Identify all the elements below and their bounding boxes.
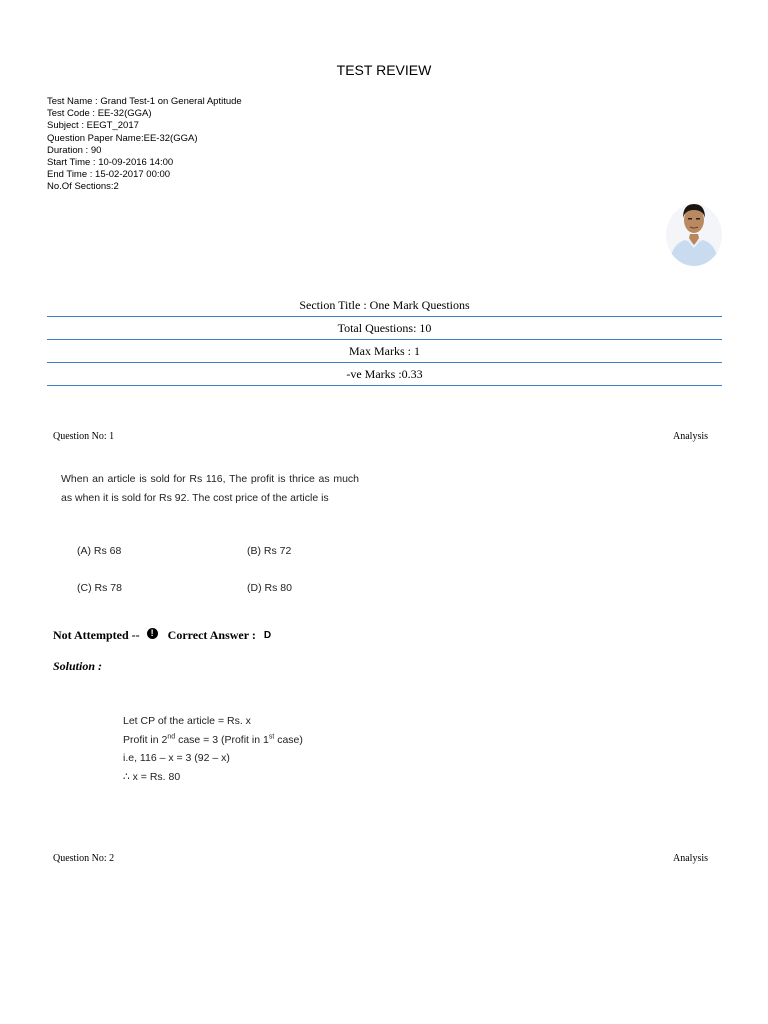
subject: Subject : EEGT_2017 (47, 120, 139, 132)
section-summary (47, 294, 722, 386)
test-code: Test Code : EE-32(GGA) (47, 108, 152, 120)
status-text: Not Attempted -- (53, 628, 140, 642)
max-marks: Max Marks : 1 (47, 340, 722, 363)
question-2-header (53, 853, 708, 864)
negative-marks: -ve Marks :0.33 (47, 363, 722, 386)
start-time: Start Time : 10-09-2016 14:00 (47, 157, 174, 169)
end-time: End Time : 15-02-2017 00:00 (47, 169, 171, 181)
solution-line-1: Let CP of the article = Rs. x (123, 715, 251, 727)
option-c: (C) Rs 78 (77, 582, 122, 594)
paper-name: Question Paper Name:EE-32(GGA) (47, 132, 198, 144)
correct-answer-value: D (263, 630, 272, 641)
duration: Duration : 90 (47, 144, 102, 156)
solution-body (123, 712, 303, 786)
solution-line-4: ∴ x = Rs. 80 (123, 770, 181, 783)
solution-line-2: Profit in 2nd case = 3 (Profit in 1st case) (123, 733, 303, 746)
question-2-analysis-link[interactable]: Analysis (673, 853, 708, 864)
question-1-text: When an article is sold for Rs 116, The profit is thrice as much as when it is sold for Rs 92. The cost price of the article is (61, 473, 359, 504)
section-title: Section Title : One Mark Questions (47, 294, 722, 317)
question-1-analysis-link[interactable]: Analysis (673, 431, 708, 442)
page-title: TEST REVIEW (336, 62, 432, 78)
option-b: (B) Rs 72 (247, 545, 292, 557)
attempt-status (53, 628, 271, 643)
correct-answer-label: Correct Answer : (167, 628, 256, 642)
test-name: Test Name : Grand Test-1 on General Aptitude (47, 96, 242, 107)
exclamation-circle-icon: ! (147, 628, 158, 639)
option-d: (D) Rs 80 (247, 582, 292, 594)
sections-count: No.Of Sections:2 (47, 181, 119, 193)
question-2-number: Question No: 2 (53, 853, 115, 864)
candidate-photo (665, 196, 723, 266)
question-1-number: Question No: 1 (53, 431, 115, 442)
solution-label: Solution : (53, 659, 103, 673)
solution-line-3: i.e, 116 – x = 3 (92 – x) (123, 752, 230, 764)
option-a: (A) Rs 68 (77, 545, 122, 557)
total-questions: Total Questions: 10 (47, 317, 722, 340)
question-1-header (53, 431, 708, 442)
test-meta (47, 96, 242, 194)
